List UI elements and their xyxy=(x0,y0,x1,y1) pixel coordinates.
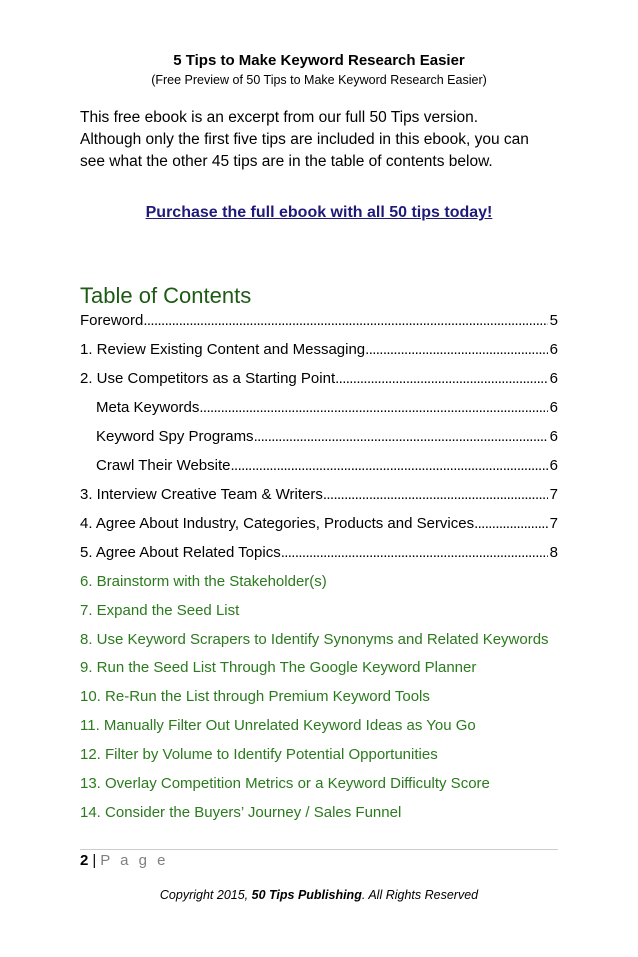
dot-leader xyxy=(323,484,548,506)
copyright-prefix: Copyright 2015, xyxy=(159,888,252,902)
toc-entry-page: 7 xyxy=(549,486,558,503)
copyright-notice xyxy=(0,888,638,902)
dot-leader xyxy=(474,513,548,535)
page-number-value: 2 xyxy=(80,852,89,869)
document-title: 5 Tips to Make Keyword Research Easier xyxy=(173,52,465,69)
toc-entry-label: Foreword xyxy=(80,312,144,329)
toc-entry[interactable] xyxy=(80,542,558,564)
footer-divider xyxy=(80,849,558,850)
dot-leader xyxy=(365,339,548,361)
page-number xyxy=(80,852,169,869)
dot-leader xyxy=(199,397,547,419)
purchase-link-wrapper xyxy=(0,204,638,222)
intro-line: Although only the first five tips are included in this ebook, you can xyxy=(80,131,529,148)
toc-more-tip[interactable]: 9. Run the Seed List Through The Google Keyword Planner xyxy=(80,659,477,676)
toc-more-tip[interactable]: 11. Manually Filter Out Unrelated Keyword Ideas as You Go xyxy=(80,717,476,734)
toc-entry-label: Meta Keywords xyxy=(96,399,200,416)
toc-entry-page: 6 xyxy=(549,370,558,387)
dot-leader xyxy=(231,455,548,477)
toc-more-tip[interactable]: 7. Expand the Seed List xyxy=(80,602,240,619)
table-of-contents xyxy=(80,310,558,831)
toc-entry-page: 6 xyxy=(549,341,558,358)
intro-line: This free ebook is an excerpt from our full 50 Tips version. xyxy=(80,109,479,126)
toc-entry-label: Keyword Spy Programs xyxy=(96,428,254,445)
toc-entry[interactable] xyxy=(80,484,558,506)
toc-entry-label: 3. Interview Creative Team & Writers xyxy=(80,486,323,503)
toc-entry[interactable] xyxy=(80,339,558,361)
toc-entry-page: 7 xyxy=(549,515,558,532)
toc-entry-page: 5 xyxy=(549,312,558,329)
toc-entry[interactable] xyxy=(80,513,558,535)
toc-entry-page: 8 xyxy=(549,544,558,561)
dot-leader xyxy=(254,426,548,448)
intro-line: see what the other 45 tips are in the table of contents below. xyxy=(80,153,493,170)
toc-entry-label: 4. Agree About Industry, Categories, Products and Services xyxy=(80,515,475,532)
purchase-link[interactable]: Purchase the full ebook with all 50 tips today! xyxy=(145,204,493,221)
toc-subentry[interactable] xyxy=(80,426,558,448)
toc-entry[interactable] xyxy=(80,310,558,332)
toc-more-tip[interactable]: 6. Brainstorm with the Stakeholder(s) xyxy=(80,573,327,590)
toc-entry-page: 6 xyxy=(549,457,558,474)
intro-paragraph xyxy=(80,107,560,173)
dot-leader xyxy=(143,310,547,332)
toc-entry-label: 2. Use Competitors as a Starting Point xyxy=(80,370,336,387)
toc-heading: Table of Contents xyxy=(80,283,252,308)
document-subtitle: (Free Preview of 50 Tips to Make Keyword Research Easier) xyxy=(151,73,487,87)
publisher-name: 50 Tips Publishing xyxy=(251,888,362,902)
toc-subentry[interactable] xyxy=(80,455,558,477)
copyright-suffix: . All Rights Reserved xyxy=(361,888,479,902)
toc-entry-label: Crawl Their Website xyxy=(96,457,231,474)
toc-entry-page: 6 xyxy=(549,428,558,445)
toc-more-tip[interactable]: 14. Consider the Buyers’ Journey / Sales Funnel xyxy=(80,804,402,821)
dot-leader xyxy=(335,368,548,390)
toc-more-tip[interactable]: 13. Overlay Competition Metrics or a Keyword Difficulty Score xyxy=(80,775,490,792)
toc-subentry[interactable] xyxy=(80,397,558,419)
toc-entry[interactable] xyxy=(80,368,558,390)
toc-more-tip[interactable]: 12. Filter by Volume to Identify Potential Opportunities xyxy=(80,746,438,763)
toc-more-tip[interactable]: 10. Re-Run the List through Premium Keyword Tools xyxy=(80,688,430,705)
toc-entry-page: 6 xyxy=(549,399,558,416)
page-number-separator: | xyxy=(92,852,97,869)
page-word: P a g e xyxy=(100,852,169,869)
dot-leader xyxy=(281,542,548,564)
toc-entry-label: 1. Review Existing Content and Messaging xyxy=(80,341,366,358)
toc-entry-label: 5. Agree About Related Topics xyxy=(80,544,281,561)
toc-more-tip[interactable]: 8. Use Keyword Scrapers to Identify Synonyms and Related Keywords xyxy=(80,631,549,648)
